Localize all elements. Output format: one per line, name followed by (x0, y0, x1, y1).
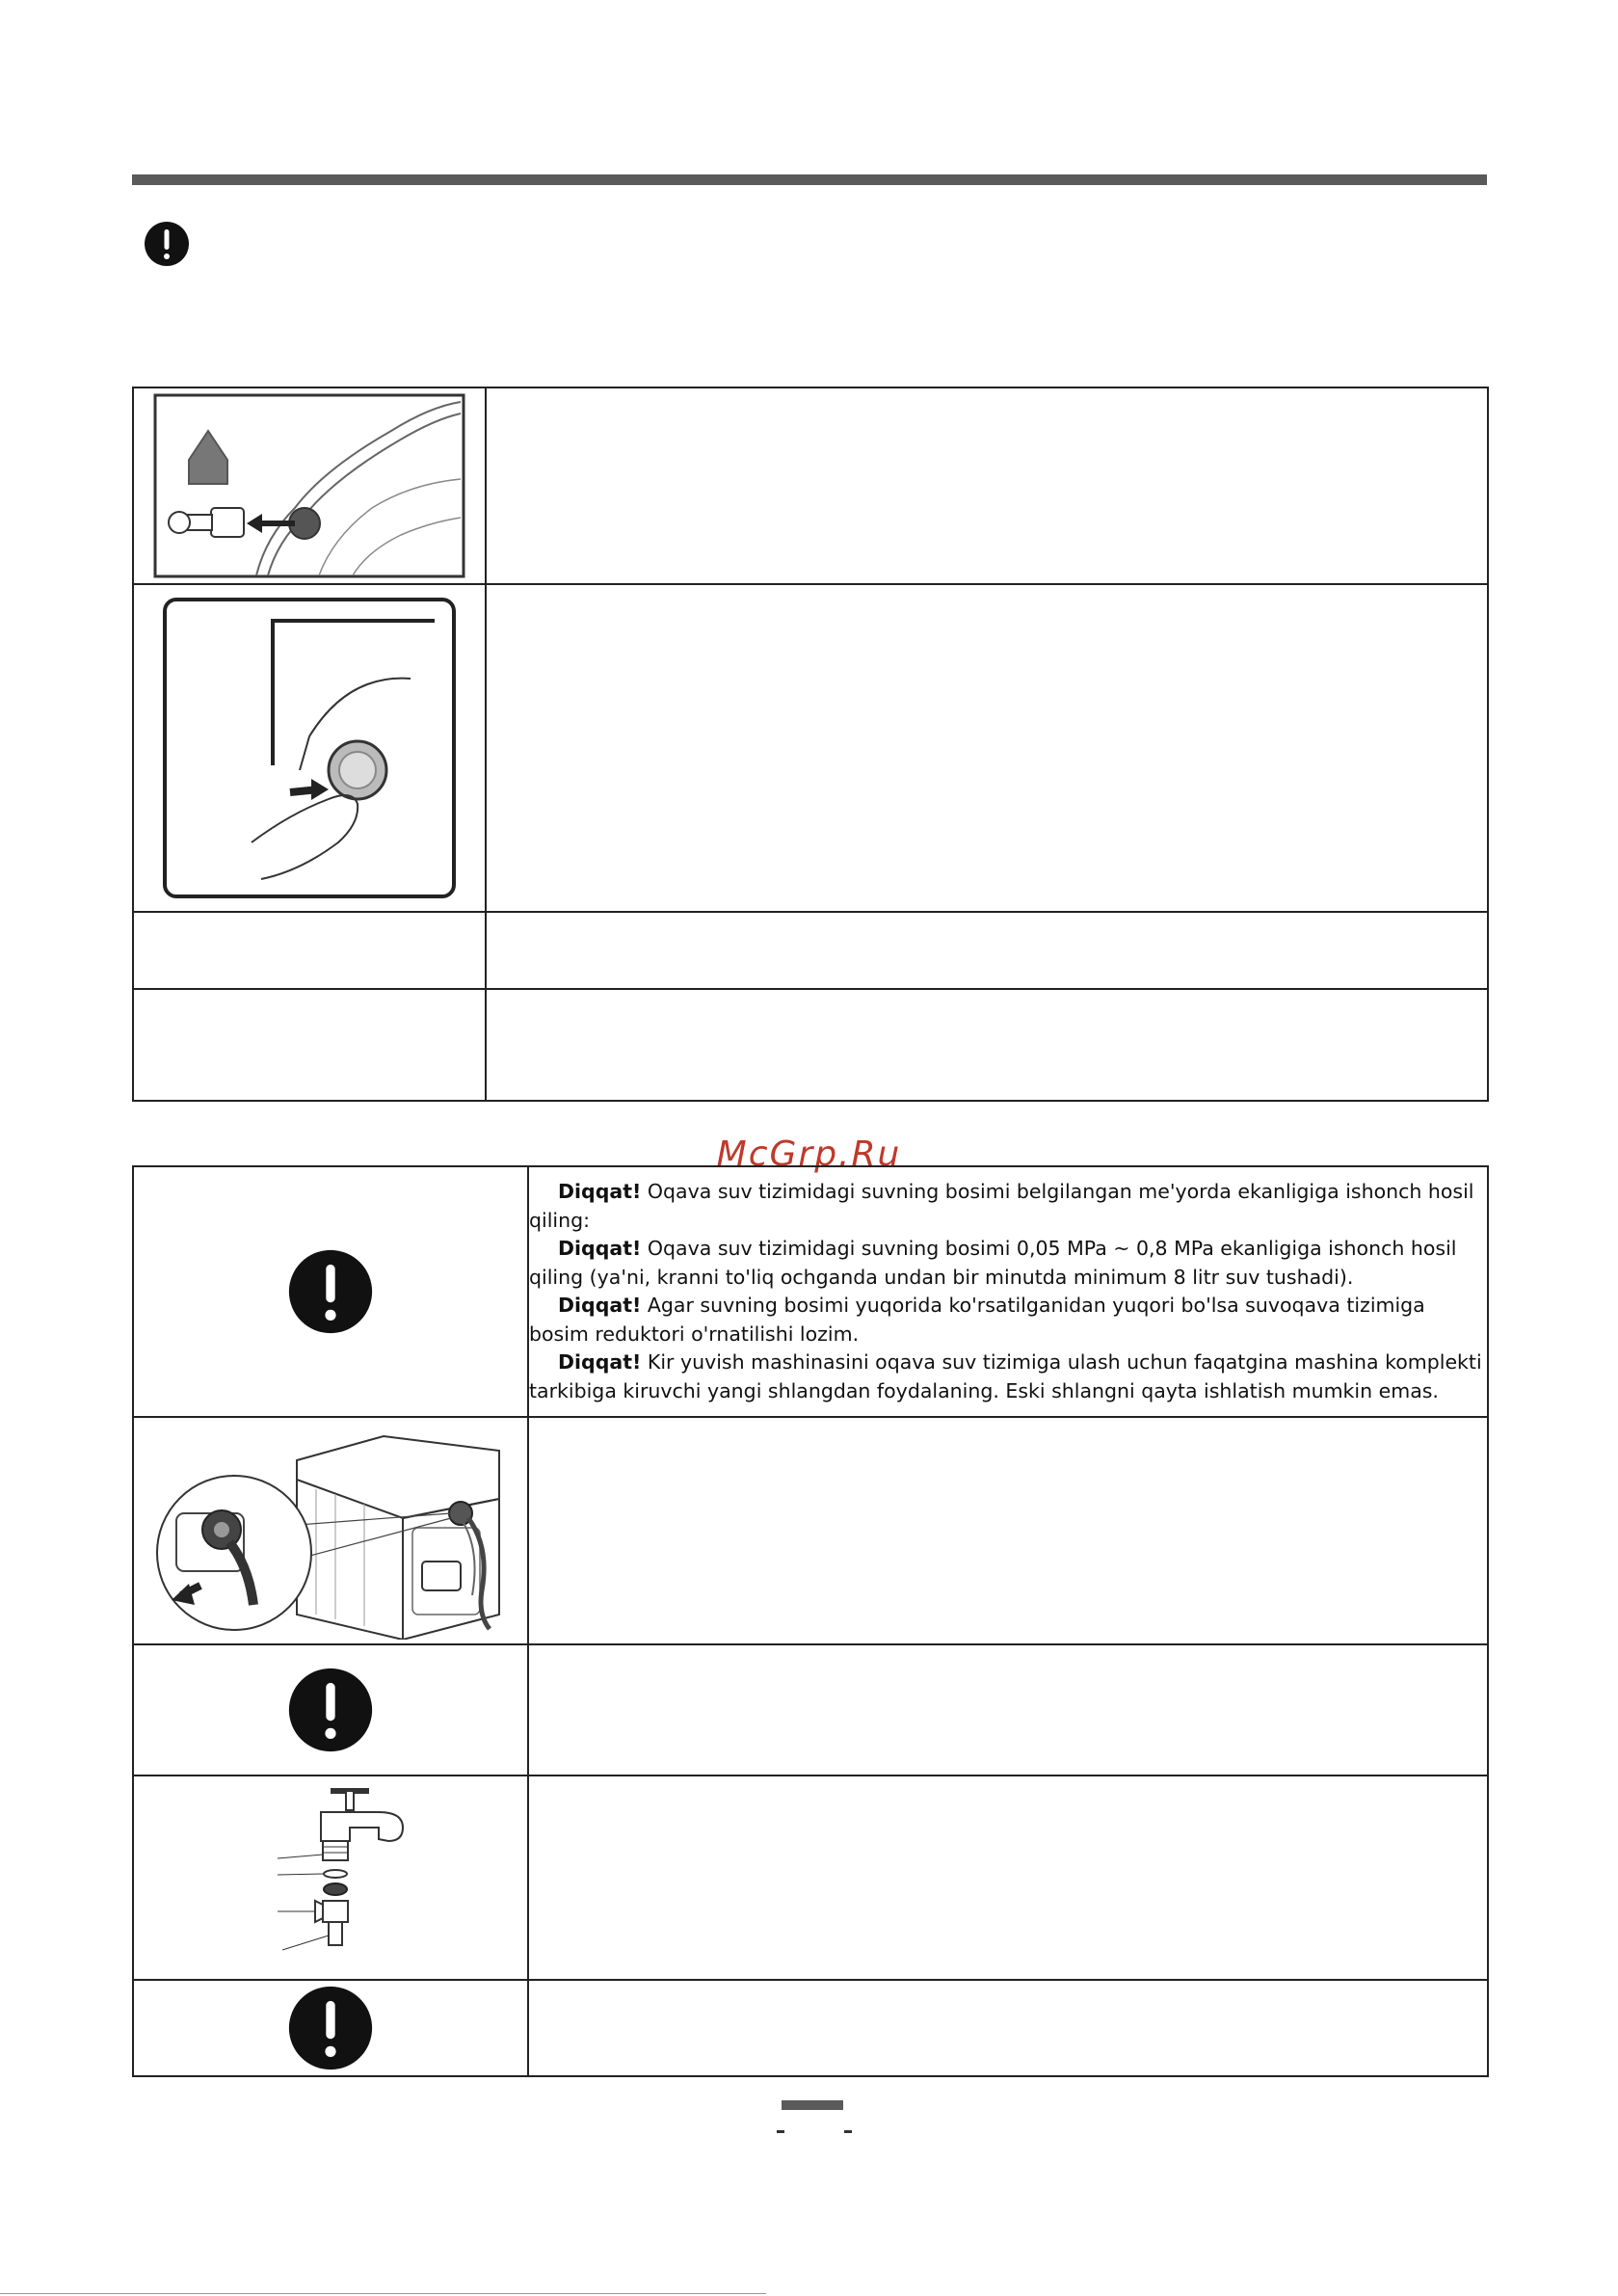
watermark: McGrp.Ru (716, 1135, 902, 1174)
empty-cell (133, 912, 486, 989)
note-text: Oqava suv tizimidagi suvning bosimi 0,05 MPa ~ 0,8 MPa ekanligiga ishonch hosil qiling (ya'ni, kranni to'liq ochganda undan bir minutda minimum 8 litr suv tushadi). (529, 1237, 1457, 1289)
note-label: Diqqat! (558, 1237, 642, 1260)
hose-connection-illustration (143, 1422, 518, 1640)
text-cell (486, 387, 1488, 584)
bottom-rule (0, 2293, 766, 2294)
cap-insert-illustration (155, 592, 464, 904)
exclamation-circle-icon (287, 1248, 374, 1335)
page-number-dash-left (777, 2130, 784, 2133)
note-4 (529, 1348, 1487, 1405)
empty-cell (133, 989, 486, 1101)
image-cell (133, 584, 486, 912)
table-row (133, 1166, 1488, 1417)
text-cell (528, 1417, 1488, 1644)
transport-plug-illustration (150, 392, 468, 579)
text-cell (486, 912, 1488, 989)
image-cell (133, 1775, 528, 1980)
note-2 (529, 1235, 1487, 1292)
image-cell (133, 387, 486, 584)
note-label: Diqqat! (558, 1294, 642, 1317)
warning-cell (133, 1644, 528, 1775)
table-row (133, 1980, 1488, 2076)
page-number-bar (782, 2100, 843, 2110)
table-row (133, 1644, 1488, 1775)
text-cell (486, 989, 1488, 1101)
warning-cell (133, 1980, 528, 2076)
exclamation-circle-icon (144, 221, 190, 267)
note-label: Diqqat! (558, 1350, 642, 1374)
note-text: Oqava suv tizimidagi suvning bosimi belgilangan me'yorda ekanligiga ishonch hosil qiling: (529, 1180, 1474, 1232)
table-row (133, 912, 1488, 989)
exclamation-circle-icon (287, 1985, 374, 2071)
text-cell (528, 1644, 1488, 1775)
table-row (133, 584, 1488, 912)
notes-cell (528, 1166, 1488, 1417)
text-cell (528, 1775, 1488, 1980)
note-3 (529, 1292, 1487, 1348)
installation-table-2 (132, 1165, 1489, 2077)
table-row (133, 1417, 1488, 1644)
exclamation-circle-icon (287, 1667, 374, 1753)
header-rule (132, 174, 1487, 185)
note-label: Diqqat! (558, 1180, 642, 1203)
warning-cell (133, 1166, 528, 1417)
table-row (133, 989, 1488, 1101)
table-row (133, 387, 1488, 584)
installation-table-1 (132, 387, 1489, 1102)
page-number-dash-right (844, 2130, 852, 2133)
text-cell (486, 584, 1488, 912)
table-row (133, 1775, 1488, 1980)
note-text: Agar suvning bosimi yuqorida ko'rsatilganidan yuqori bo'lsa suvoqava tizimiga bosim reduktori o'rnatilishi lozim. (529, 1294, 1425, 1346)
faucet-illustration (234, 1781, 427, 1974)
note-1 (529, 1178, 1487, 1235)
image-cell (133, 1417, 528, 1644)
text-cell (528, 1980, 1488, 2076)
note-text: Kir yuvish mashinasini oqava suv tizimiga ulash uchun faqatgina mashina komplekti tarkibiga kiruvchi yangi shlangdan foydalaning. Eski shlangni qayta ishlatish mumkin emas. (529, 1350, 1482, 1402)
